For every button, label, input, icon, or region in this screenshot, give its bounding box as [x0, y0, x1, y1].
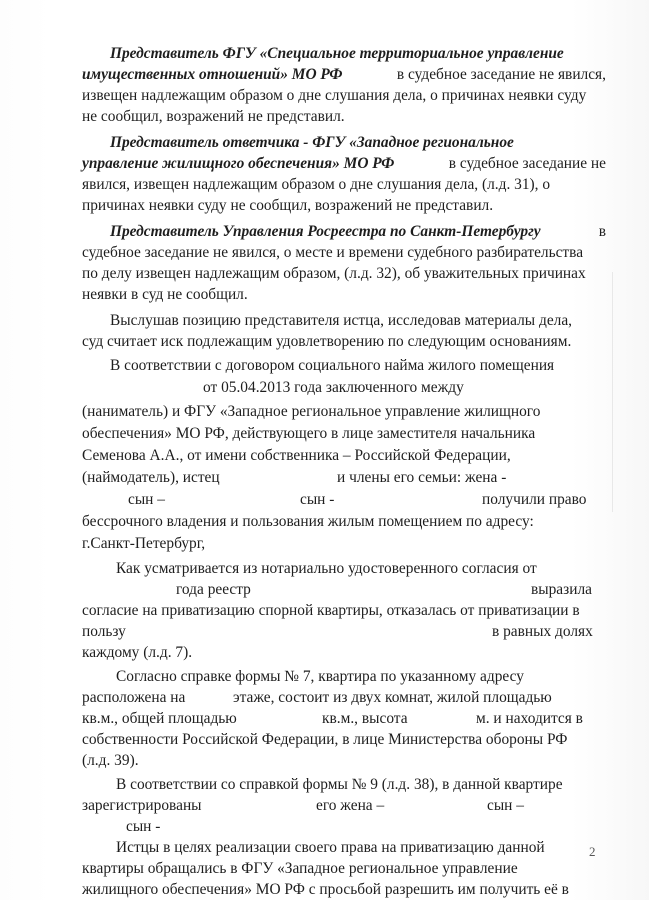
- text-line: Представитель Управления Росреестра по Санкт-Петербургу в: [110, 223, 606, 240]
- text-line: Согласно справке формы № 7, квартира по указанному адресу: [116, 668, 524, 685]
- text-line: согласие на приватизацию спорной квартиры, отказалась от приватизации в: [82, 602, 580, 619]
- text-line: Семенова А.А., от имени собственника – Российской Федерации,: [82, 447, 511, 464]
- text-line: управление жилищного обеспечения» МО РФ в судебное заседание не: [82, 155, 606, 172]
- text-line: суд считает иск подлежащим удовлетворению по следующим основаниям.: [82, 333, 572, 350]
- text-line: от 05.04.2013 года заключенного между: [203, 379, 464, 396]
- text-line: извещен надлежащим образом о дне слушания дела, о причинах неявки суду: [82, 87, 587, 104]
- text-line: В соответствии с договором социального найма жилого помещения: [110, 357, 555, 374]
- text-line: (наймодатель), истец и члены его семьи: жена -: [82, 469, 507, 486]
- text-line: Представитель ФГУ «Специальное территориальное управление: [110, 45, 564, 62]
- text-line: жилищного обеспечения» МО РФ с просьбой разрешить им получить её в: [82, 881, 569, 898]
- text-line: собственности Российской Федерации, в лице Министерства обороны РФ: [82, 731, 568, 748]
- text-line: по делу извещен надлежащим образом, (л.д. 32), об уважительных причинах: [82, 265, 586, 282]
- text-line: квартиры обращались в ФГУ «Западное региональное управление: [82, 860, 518, 877]
- page-number: 2: [589, 844, 596, 859]
- text-line: сын -: [126, 818, 161, 835]
- text-line: г.Санкт-Петербург,: [82, 535, 206, 552]
- text-line: В соответствии со справкой формы № 9 (л.д. 38), в данной квартире: [116, 776, 563, 793]
- text-line: явился, извещен надлежащим образом о дне слушания дела, (л.д. 31), о: [82, 176, 551, 193]
- scan-edge-shadow: [612, 272, 613, 512]
- text-line: не сообщил, возражений не представил.: [82, 108, 345, 125]
- text-line: неявки в суд не сообщил.: [82, 286, 248, 303]
- text-line: Выслушав позицию представителя истца, исследовав материалы дела,: [110, 312, 573, 329]
- text-line: имущественных отношений» МО РФ в судебное заседание не явился,: [82, 66, 606, 83]
- text-line: бессрочного владения и пользования жилым помещением по адресу:: [82, 513, 534, 530]
- text-line: судебное заседание не явился, о месте и времени судебного разбирательства: [82, 244, 584, 261]
- text-line: Истцы в целях реализации своего права на приватизацию данной: [116, 839, 545, 856]
- text-line: Представитель ответчика - ФГУ «Западное региональное: [110, 134, 514, 151]
- text-line: (наниматель) и ФГУ «Западное региональное управление жилищного: [82, 403, 541, 420]
- text-line: каждому (л.д. 7).: [82, 644, 193, 661]
- text-line: обеспечения» МО РФ, действующего в лице заместителя начальника: [82, 425, 536, 442]
- document-page: Представитель ФГУ «Специальное территориальное управление имущественных отношений» МО РФ в судебное заседание не явился, извещен надлежащим образом о дне слушания дела, о причинах неявки суду не сообщил, возражений не представил. Представитель ответчика - ФГУ «Западное региональное управление жилищного обеспечения» МО РФ в судебное заседание не явился, извещен надлежащим образом о дне слушания дела, (л.д. 31), о причинах неявки суду не сообщил, возражений не представил. Представитель Управления Росреестра по Санкт-Петербургу в судебное заседание не явился, о месте и времени судебного разбирательства по делу извещен надлежащим образом, (л.д. 32), об уважительных причинах неявки в суд не сообщил. Выслушав позицию представителя истца, исследовав материалы дела, суд считает иск подлежащим удовлетворению по следующим основаниям. В соответствии с договором социального найма жилого помещения от 05.04.2013 года заключенного между (наниматель) и ФГУ «Западное региональное управление жилищного обеспечения» МО РФ, действующего в лице заместителя начальника Семенова А.А., от имени собственника – Российской Федерации, (наймодатель), истец и члены его семьи: жена - сын – сын - получили право бессрочного владения и пользования жилым помещением по адресу: г.Санкт-Петербург, Как усматривается из нотариально удостоверенного согласия от года реестр выразила согласие на приватизацию спорной квартиры, отказалась от приватизации в пользу в равных долях каждому (л.д. 7). Согласно справке формы № 7, квартира по указанному адресу расположена на этаже, состоит из двух комнат, жилой площадью кв.м., общей площадью кв.м., высота м. и находится в собственности Российской Федерации, в лице Министерства обороны РФ (л.д. 39). В соответствии со справкой формы № 9 (л.д. 38), в данной квартире зарегистрированы его жена – сын – сын - Истцы в целях реализации своего права на приватизацию данной квартиры обращались в ФГУ «Западное региональное управление жилищного обеспечения» МО РФ с просьбой разрешить им получить её в 2: [0, 0, 649, 900]
- text-line: (л.д. 39).: [82, 752, 139, 769]
- text-line: Как усматривается из нотариально удостоверенного согласия от: [116, 560, 537, 577]
- text-line: причинах неявки суду не сообщил, возражений не представил.: [82, 197, 494, 214]
